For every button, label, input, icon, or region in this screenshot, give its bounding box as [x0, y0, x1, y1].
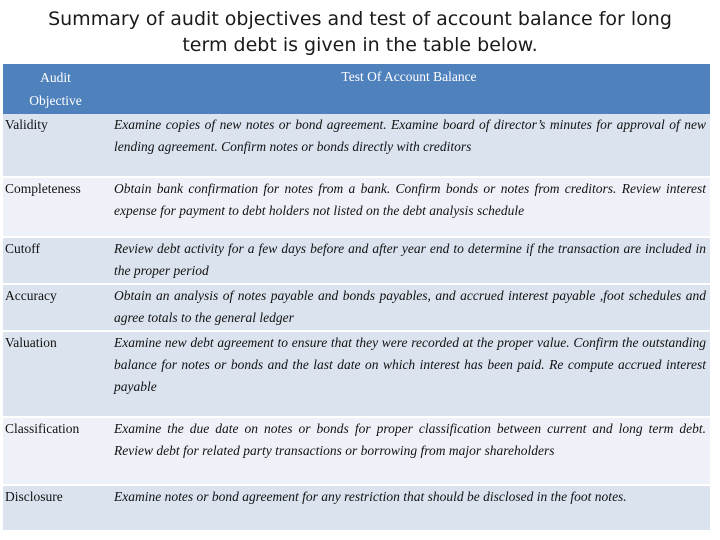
page-title: Summary of audit objectives and test of account balance for long term debt is given in the table below.: [48, 8, 672, 56]
test-cutoff: Review debt activity for a few days before and after year end to determine if the transaction are included in the proper period: [108, 237, 710, 284]
test-classification: Examine the due date on notes or bonds for proper classification between current and long term debt. Review debt for related party transactions or borrowing from major shareholders: [108, 417, 710, 485]
objective-completeness: Completeness: [3, 177, 108, 237]
table-row: [3, 237, 710, 284]
test-accuracy: Obtain an analysis of notes payable and bonds payables, and accrued interest payable ,foot schedules and agree totals to the general ledger: [108, 284, 710, 331]
table-row: [3, 331, 710, 417]
test-completeness: Obtain bank confirmation for notes from a bank. Confirm bonds or notes from creditors. Review interest expense for payment to debt holders not listed on the debt analysis schedule: [108, 177, 710, 237]
table-row: [3, 485, 710, 531]
objective-accuracy: Accuracy: [3, 284, 108, 331]
objective-disclosure: Disclosure: [3, 485, 108, 531]
objective-validity: Validity: [3, 114, 108, 177]
test-valuation: Examine new debt agreement to ensure that they were recorded at the proper value. Confirm the outstanding balance for notes or bonds and the last date on which interest has been paid. Re compute accrued interest payable: [108, 331, 710, 417]
table-header-row: [3, 64, 710, 114]
test-validity: Examine copies of new notes or bond agreement. Examine board of director’s minutes for approval of new lending agreement. Confirm notes or bonds directly with creditors: [108, 114, 710, 177]
table-row: [3, 114, 710, 177]
header-audit-objective: Audit Objective: [3, 64, 108, 114]
table-row: [3, 284, 710, 331]
objective-cutoff: Cutoff: [3, 237, 108, 284]
objective-classification: Classification: [3, 417, 108, 485]
test-disclosure: Examine notes or bond agreement for any restriction that should be disclosed in the foot notes.: [108, 485, 710, 531]
objective-valuation: Valuation: [3, 331, 108, 417]
audit-objectives-table: [3, 64, 710, 532]
table-row: [3, 177, 710, 237]
table-row: [3, 417, 710, 485]
header-test-of-account-balance: Test Of Account Balance: [108, 64, 710, 114]
